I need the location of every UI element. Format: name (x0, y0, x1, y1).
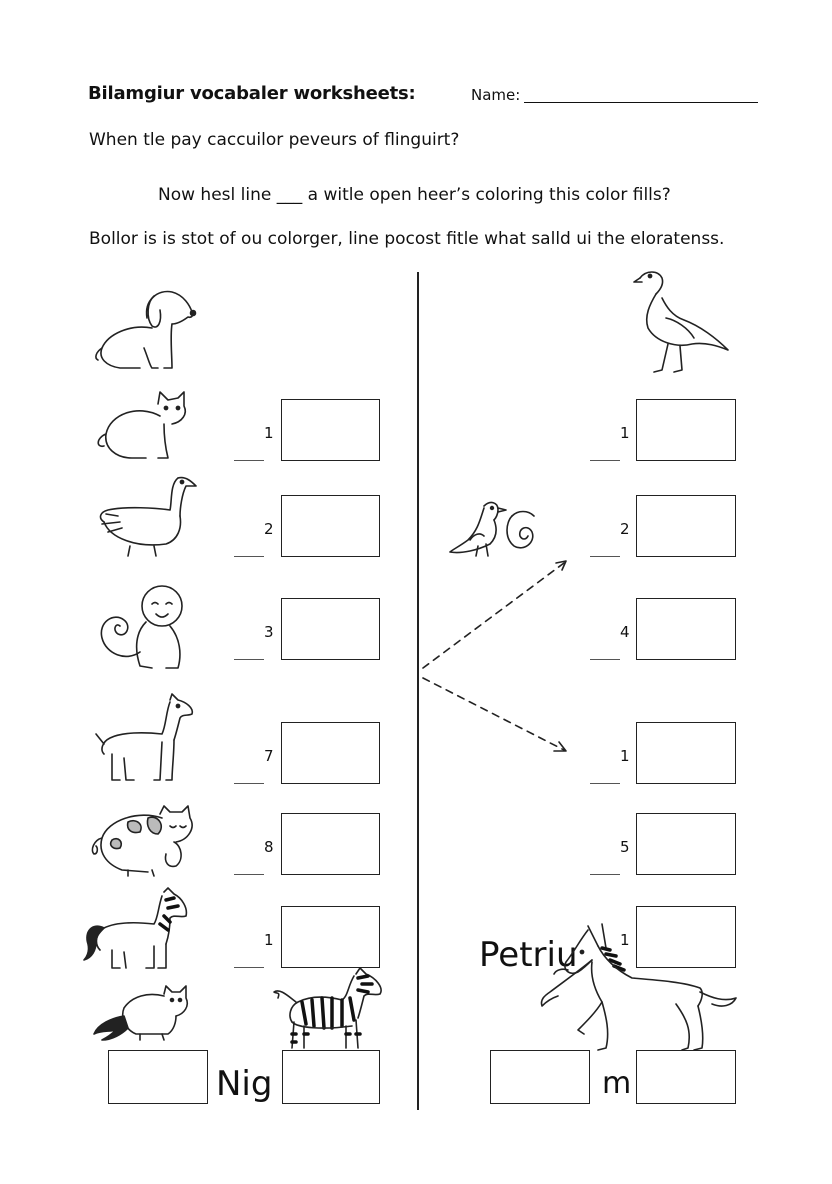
bottom-box-1[interactable] (108, 1050, 208, 1104)
monkey-icon (96, 582, 192, 674)
bottom-word-right: m (602, 1066, 632, 1101)
horse-icon (82, 888, 192, 972)
answer-blank-right-2[interactable] (590, 556, 620, 557)
answer-blank-left-2[interactable] (234, 556, 264, 557)
answer-box-right-1[interactable] (636, 399, 736, 461)
row-number-left-6: 1 (264, 931, 274, 949)
answer-box-left-6[interactable] (281, 906, 380, 968)
dog-icon (92, 286, 202, 372)
bottom-word-left: Nig (216, 1064, 273, 1104)
cat-icon (94, 390, 194, 464)
instruction-3: Bollor is is stot of ou colorger, line pocost fitle what salld ui the eloratenss. (89, 229, 725, 249)
name-field-line[interactable] (524, 102, 758, 103)
answer-blank-left-5[interactable] (234, 874, 264, 875)
answer-box-left-4[interactable] (281, 722, 380, 784)
answer-blank-right-4[interactable] (590, 783, 620, 784)
name-label: Name: (471, 86, 521, 104)
row-number-right-3: 4 (620, 623, 630, 641)
answer-blank-right-5[interactable] (590, 874, 620, 875)
answer-box-left-1[interactable] (281, 399, 380, 461)
answer-box-left-3[interactable] (281, 598, 380, 660)
row-number-right-2: 2 (620, 520, 630, 538)
goat-icon (94, 690, 198, 786)
bottom-box-4[interactable] (636, 1050, 736, 1104)
answer-blank-right-3[interactable] (590, 659, 620, 660)
row-number-right-1: 1 (620, 424, 630, 442)
answer-blank-left-3[interactable] (234, 659, 264, 660)
answer-box-right-5[interactable] (636, 813, 736, 875)
row-number-right-4: 1 (620, 747, 630, 765)
answer-blank-right-1[interactable] (590, 460, 620, 461)
answer-box-left-5[interactable] (281, 813, 380, 875)
answer-box-right-3[interactable] (636, 598, 736, 660)
overlay-word: Petriu (479, 935, 578, 975)
row-number-left-5: 8 (264, 838, 274, 856)
answer-box-right-4[interactable] (636, 722, 736, 784)
row-number-right-6: 1 (620, 931, 630, 949)
answer-blank-left-1[interactable] (234, 460, 264, 461)
donkey-icon (536, 922, 740, 1056)
row-number-left-1: 1 (264, 424, 274, 442)
goose-icon (96, 472, 200, 562)
pig-icon (88, 804, 198, 880)
bottom-box-2[interactable] (282, 1050, 380, 1104)
column-divider (417, 272, 419, 1110)
dashed-arrow-icon (420, 555, 580, 755)
zebra-icon (272, 968, 384, 1052)
answer-blank-left-4[interactable] (234, 783, 264, 784)
bottom-box-3[interactable] (490, 1050, 590, 1104)
row-number-right-5: 5 (620, 838, 630, 856)
small-bird-icon (448, 500, 540, 562)
instruction-1: When tle pay caccuilor peveurs of flinguirt? (89, 130, 460, 150)
answer-box-left-2[interactable] (281, 495, 380, 557)
row-number-left-2: 2 (264, 520, 274, 538)
row-number-left-4: 7 (264, 747, 274, 765)
row-number-left-3: 3 (264, 623, 274, 641)
worksheet-title: Bilamgiur vocabaler worksheets: (88, 83, 416, 104)
instruction-2: Now hesl line ___ a witle open heer’s coloring this color fills? (158, 185, 671, 205)
answer-blank-left-6[interactable] (234, 967, 264, 968)
answer-box-right-2[interactable] (636, 495, 736, 557)
raccoon-icon (92, 986, 192, 1042)
bird-icon (632, 268, 732, 378)
